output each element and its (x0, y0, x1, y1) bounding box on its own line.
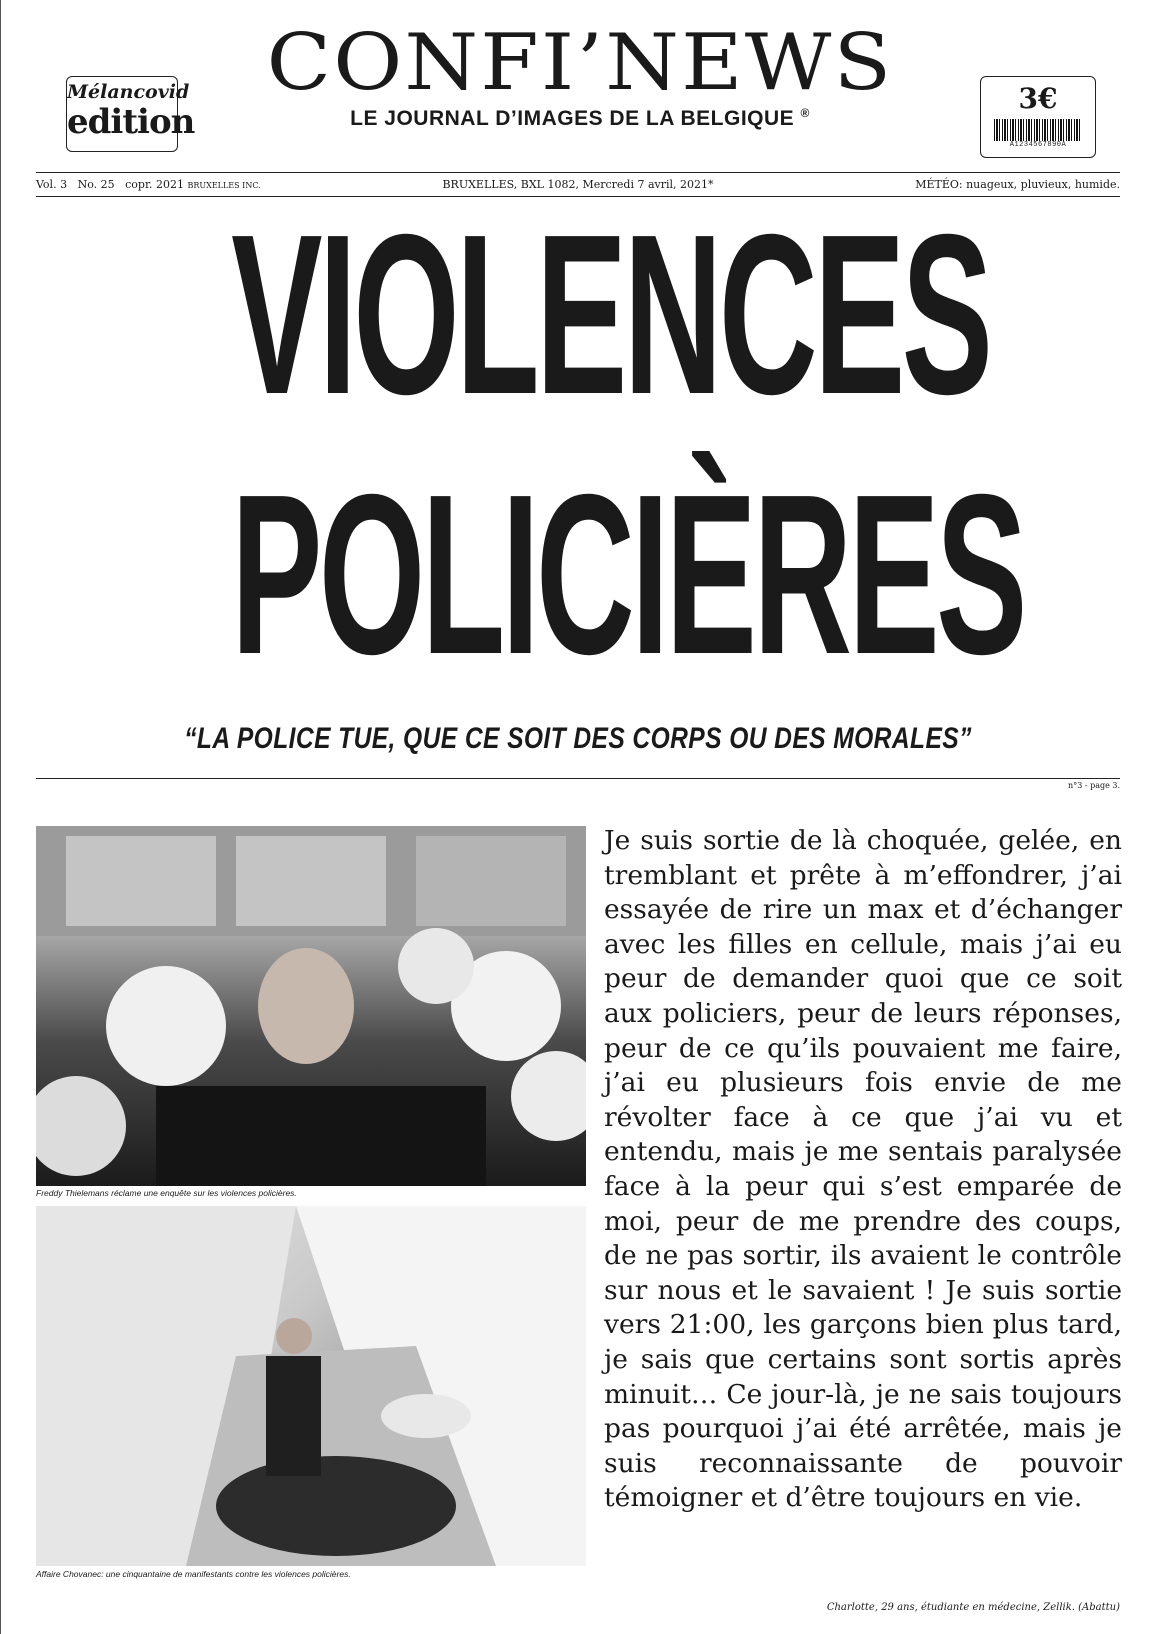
price: 3€ (1018, 82, 1058, 115)
middle-rule (36, 778, 1120, 779)
edition-badge-line2: edition (67, 102, 195, 142)
weather-label: MÉTÉO: (915, 178, 963, 191)
volume: Vol. 3 (36, 178, 68, 191)
top-rule (36, 172, 1120, 173)
edition-badge (66, 76, 195, 152)
riot-police-photo-art (36, 826, 586, 1186)
barcode-number: A1234567890A (1009, 141, 1067, 149)
subtitle-text: LE JOURNAL D’IMAGES DE LA BELGIQUE (350, 107, 795, 130)
stairwell-photo-art (36, 1206, 586, 1566)
headline-line1: VIOLENCES (231, 188, 990, 442)
newspaper-title: CONFI’NEWS (266, 18, 894, 108)
page-reference: n°3 - page 3. (1068, 781, 1120, 790)
newspaper-subtitle (300, 106, 860, 131)
dateline: BRUXELLES, BXL 1082, Mercredi 7 avril, 2021* (442, 178, 714, 191)
page-edge (0, 0, 1, 1634)
riot-police-photo (36, 826, 586, 1186)
headline-quote: “LA POLICE TUE, QUE CE SOIT DES CORPS OU DES MORALES” (184, 722, 972, 755)
barcode-icon (994, 119, 1082, 141)
copyright: copr. 2021 (125, 178, 184, 191)
stairwell-photo (36, 1206, 586, 1566)
weather-value: nuageux, pluvieux, humide. (966, 178, 1120, 191)
photo2-caption: Affaire Chovanec: une cinquantaine de manifestants contre les violences policières. (36, 1569, 351, 1579)
registered-mark: ® (800, 106, 810, 120)
headline-line2: POLICIÈRES (231, 448, 1024, 702)
article-body: Je suis sortie de là choquée, gelée, en tremblant et prête à m’effondrer, j’ai essayée de rire un max et d’échanger avec les filles en cellule, mais j’ai eu peur de demander quoi que ce soit aux policiers, peur de leurs réponses, peur de ce qu’ils pouvaient me faire, j’ai eu plusieurs fois envie de me révolter face à ce que j’ai vu et entendu, mais je me sentais paralysée face à la peur qui s’est emparée de moi, peur de me prendre des coups, de ne pas sortir, ils avaient le contrôle sur nous et le savaient ! Je suis sortie vers 21:00, les garçons bien plus tard, je sais que certains sont sortis après minuit… Ce jour-là, je ne sais toujours pas pourquoi j’ai été arrêtée, mais je suis reconnaissante de pouvoir témoigner et d’être toujours en vie. (604, 825, 1122, 1514)
photo1-caption: Freddy Thielemans réclame une enquête sur les violences policières. (36, 1188, 297, 1198)
issue-number: No. 25 (77, 178, 115, 191)
article-signature: Charlotte, 29 ans, étudiante en médecine, Zellik. (Abattu) (826, 1602, 1120, 1613)
copyright-owner: BRUXELLES INC. (187, 181, 261, 190)
price-box (980, 76, 1096, 158)
edition-badge-line1: Mélancovid (67, 81, 190, 103)
